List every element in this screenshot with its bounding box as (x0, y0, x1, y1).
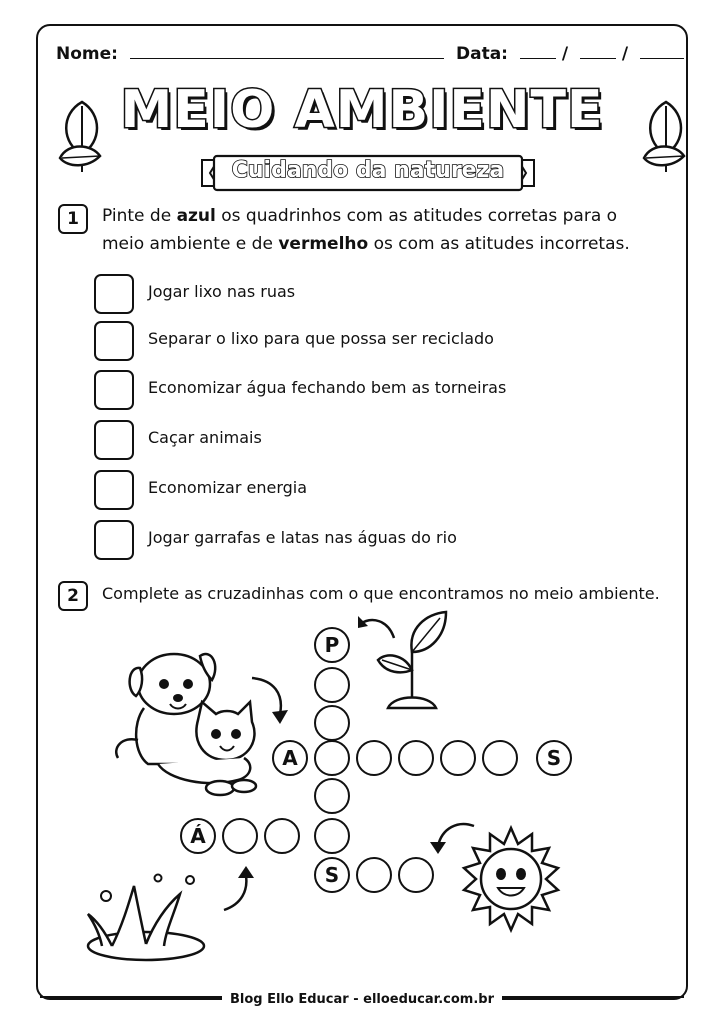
crossword-cell[interactable] (314, 705, 350, 741)
crossword-letter-a-acute[interactable]: Á (180, 818, 216, 854)
crossword-letter-a[interactable]: A (272, 740, 308, 776)
dog-and-cat-icon (108, 644, 268, 804)
name-label: Nome: (56, 44, 118, 64)
item-label: Jogar garrafas e latas nas águas do rio (148, 528, 457, 547)
water-splash-icon (82, 866, 212, 966)
item-label: Economizar água fechando bem as torneiras (148, 378, 507, 397)
page-subtitle: Cuidando da natureza (231, 158, 505, 183)
crossword-cell[interactable] (482, 740, 518, 776)
sun-icon (456, 824, 566, 934)
item-label: Economizar energia (148, 478, 308, 497)
question-2-number: 2 (58, 581, 88, 611)
crossword-cell[interactable] (314, 778, 350, 814)
date-field[interactable] (456, 44, 684, 64)
footer-text: Blog Ello Educar - elloeducar.com.br (222, 992, 502, 1007)
crossword-cell[interactable] (356, 740, 392, 776)
item-label: Caçar animais (148, 428, 262, 447)
date-year-line[interactable] (640, 44, 684, 59)
arrow-icon (218, 864, 262, 916)
item-label: Jogar lixo nas ruas (148, 282, 296, 301)
page-title: MEIO AMBIENTE (120, 80, 604, 140)
question-2-text: Complete as cruzadinhas com o que encontramos no meio ambiente. (102, 584, 660, 603)
crossword-cell[interactable] (398, 857, 434, 893)
crossword-cell[interactable] (398, 740, 434, 776)
crossword-cell[interactable] (222, 818, 258, 854)
crossword-letter-p[interactable]: P (314, 627, 350, 663)
crossword-letter-s[interactable]: S (536, 740, 572, 776)
checkbox[interactable] (94, 321, 134, 361)
plant-sprout-icon (372, 608, 452, 718)
crossword-letter-s[interactable]: S (314, 857, 350, 893)
question-1-text: Pinte de azul os quadrinhos com as atitudes corretas para o meio ambiente e de vermelho os com as atitudes incorretas. (102, 206, 630, 254)
date-label: Data: (456, 44, 508, 64)
checkbox[interactable] (94, 470, 134, 510)
checkbox[interactable] (94, 520, 134, 560)
crossword-cell[interactable] (264, 818, 300, 854)
checkbox[interactable] (94, 370, 134, 410)
checkbox[interactable] (94, 420, 134, 460)
footer (0, 988, 724, 1007)
checkbox[interactable] (94, 274, 134, 314)
item-label: Separar o lixo para que possa ser reciclado (148, 329, 494, 348)
date-month-line[interactable] (580, 44, 616, 59)
name-line[interactable] (130, 44, 444, 59)
crossword-cell[interactable] (440, 740, 476, 776)
date-separator: / (561, 44, 569, 64)
crossword-cell[interactable] (314, 667, 350, 703)
crossword-cell[interactable] (356, 857, 392, 893)
title-area (0, 78, 724, 218)
date-day-line[interactable] (520, 44, 556, 59)
name-field[interactable] (56, 44, 444, 64)
question-1-number: 1 (58, 204, 88, 234)
crossword-cell[interactable] (314, 740, 350, 776)
crossword-cell[interactable] (314, 818, 350, 854)
date-separator: / (621, 44, 629, 64)
